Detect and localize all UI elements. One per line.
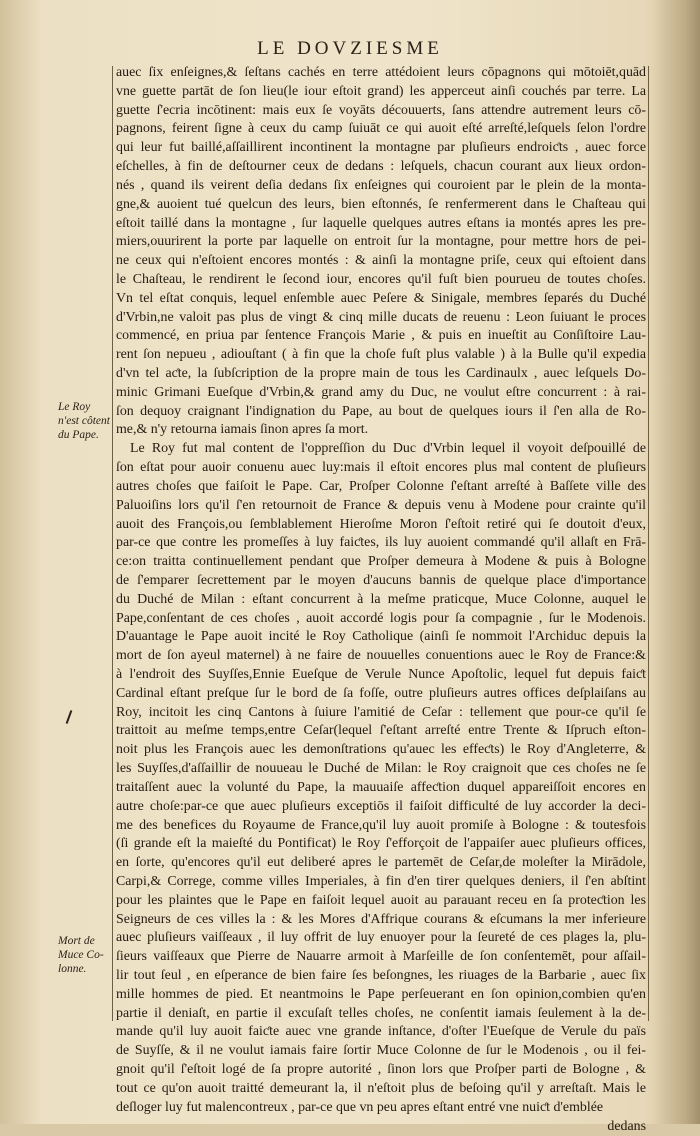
margin-note-line: n'est côtent bbox=[58, 414, 112, 428]
text-line: me des benefices du Royaume de France,qu'il luy auoit promiſe à Bologne : & toutesfois bbox=[116, 817, 646, 836]
margin-note-line: du Pape. bbox=[58, 428, 112, 442]
text-line: vne guette partāt de ſon lieu(le iour eſtoit grand) les apperceut ainſi couchés par terre. La bbox=[116, 83, 646, 102]
text-line: Cardinal eſtant preſque ſur le bord de ſa foſſe, outre pluſieurs autres offices deſplaiſans au bbox=[116, 685, 646, 704]
text-line: guette ſ'ecria incōtinent: mais eux ſe voyāts découuerts, ſans attendre autrement leurs cō- bbox=[116, 102, 646, 121]
text-line: tout ce qu'on auoit traitté demeurant la, il n'eſtoit plus de beſoing qu'il y arreſtaſt. Mais le bbox=[116, 1080, 646, 1099]
text-line: auoit des François,ou ſemblablement Hieroſme Moron ſ'eſtoit retiré qui ſe doutoit d'eux, bbox=[116, 516, 646, 535]
text-line: autre choſe:par-ce que auec pluſieurs exceptiōs il faiſoit difficulté de luy accorder la deci- bbox=[116, 798, 646, 817]
text-line: de Suyſſe, & il ne voulut iamais faire ſortir Muce Colonne de ſur le Modenois , ou il fei- bbox=[116, 1042, 646, 1061]
margin-note-line: lonne. bbox=[58, 962, 112, 976]
margin-rule-left bbox=[112, 66, 113, 1021]
text-line: auec pluſieurs vaiſſeaux , il luy offrit de luy enuoyer pour la ſeureté de ces plages la, plu- bbox=[116, 929, 646, 948]
text-line: D'auantage le Pape auoit incité le Roy Catholique (ainſi ſe nommoit l'Archiduc depuis la bbox=[116, 628, 646, 647]
text-line: de ſ'emparer ſecrettement par le moyen d'aucuns bannis de quelque place d'importance bbox=[116, 572, 646, 591]
text-line: d'Vrbin,ne valoit pas plus de vingt & cinq mille ducats de reuenu : Leon ſuiuant le proces bbox=[116, 309, 646, 328]
text-line: noit plus les François auec les demonſtrations qu'auec les effeƈts) le Roy d'Angleterre, & bbox=[116, 741, 646, 760]
text-line: miers,ouurirent la porte par laquelle on entroit ſur la montagne, pour mettre hors de pei- bbox=[116, 233, 646, 252]
text-line: pour les plaintes que le Pape en faiſoit lequel auoit au parauant receu en ſa proteƈtion les bbox=[116, 892, 646, 911]
text-line: en ſorte, qu'encores qu'il eut deliberé apres le partemēt de Ceſar,de moleſter la Mirādole, bbox=[116, 854, 646, 873]
text-line: ſon eſtat pour auoir conuenu auec luy:mais il eſtoit encores plus mal content de pluſieurs bbox=[116, 459, 646, 478]
text-line: partie il deniaſt, en partie il excuſaſt telles choſes, ne conſentit iamais ſeulement à la de- bbox=[116, 1005, 646, 1024]
margin-note-line: Le Roy bbox=[58, 400, 112, 414]
margin-mark bbox=[66, 710, 73, 724]
text-line: gne,& auoient tué quelcun des leurs, bien eſtonnés, ſe renfermerent dans le Chaſteau qui bbox=[116, 196, 646, 215]
text-line: ſieurs vaiſſeaux que Pierre de Nauarre armoit à Marſeille de ſon conſentemēt, pour aſſail- bbox=[116, 948, 646, 967]
text-line: dedans bbox=[116, 1118, 646, 1136]
text-line: qui leur fut baillé,aſſaillirent incontinent la montagne par pluſieurs endroiƈts , auec force bbox=[116, 139, 646, 158]
text-line: Pape,conſentant de ces choſes , auoit accordé logis pour ſa compagnie , ſur le Modenois. bbox=[116, 610, 646, 629]
text-line: les Suyſſes,d'aſſaillir de nouueau le Duché de Milan: le Roy craignoit que ces choſes ne ſe bbox=[116, 760, 646, 779]
text-line: ſon dequoy craignant l'indignation du Pape, au bout de quelques iours il ſ'en alla de Ro- bbox=[116, 403, 646, 422]
running-title: LE DOVZIESME bbox=[0, 38, 700, 60]
text-line: rent ſon nepueu , adiouſtant ( à fin que la choſe fuſt plus valable ) à la Bulle qu'il expedia bbox=[116, 346, 646, 365]
text-line: Le Roy fut mal content de l'oppreſſion du Duc d'Vrbin lequel il voyoit deſpouillé de bbox=[116, 440, 646, 459]
text-line: ne ceux qui n'eſtoient encores montés : & ainſi la montagne priſe, ceux qui eſtoient dans bbox=[116, 252, 646, 271]
text-line: Paluoiſins lors qu'il ſ'en retournoit de France & depuis venu à Modene pour crainte qu'il bbox=[116, 497, 646, 516]
text-line: Carpi,& Correge, comme villes Imperiales, à fin d'en tirer quelques deniers, il ſ'en abſtint bbox=[116, 873, 646, 892]
text-line: à l'endroit des Suyſſes,Ennie Eueſque de Verule Nunce Apoſtolic, lequel fut depuis faiƈt bbox=[116, 666, 646, 685]
text-line: eſtoit taillé dans la montagne , ſur laquelle quelques autres eſtans ia montés apres les pre- bbox=[116, 215, 646, 234]
text-line: traittoit au meſme temps,entre Ceſar(lequel ſ'eſtant arreſté entre Trente & Iſpruch eſton- bbox=[116, 722, 646, 741]
text-line: auec ſix enſeignes,& ſeſtans cachés en terre attédoient leurs cōpagnons qui mōtoiēt,quād bbox=[116, 64, 646, 83]
text-line: du Duché de Milan : eſtant concurrent à la meſme praticque, Muce Colonne, auquel le bbox=[116, 591, 646, 610]
margin-note-roy bbox=[58, 400, 112, 442]
text-line: mort de ſon ayeul maternel) à ne faire de nouuelles conuentions auec le Roy de France:& bbox=[116, 647, 646, 666]
text-line: me,& n'y retourna iamais ſinon apres ſa mort. bbox=[116, 421, 646, 440]
binding-shadow bbox=[652, 0, 700, 1124]
text-line: eſchelles, à fin de deſtourner ceux de dedans : leſquels, chacun courant aux lieux ordon- bbox=[116, 158, 646, 177]
text-line: gnoit qu'il ſ'eſtoit logé de ſa propre autorité , ſinon lors que Proſper parti de Bologne , & bbox=[116, 1061, 646, 1080]
text-line: commencé, en priua par ſentence François Marie , & puis en inueſtit au Conſiſtoire Lau- bbox=[116, 327, 646, 346]
text-line: Vn tel eſtat conquis, lequel enſemble auec Peſere & Sinigale, membres ſeparés du Duché bbox=[116, 290, 646, 309]
margin-rule-right bbox=[648, 66, 649, 1021]
text-line: autres choſes que faiſoit le Pape. Car, Proſper Colonne ſ'eſtant arreſté à Baſſete ville des bbox=[116, 478, 646, 497]
text-line: le Chaſteau, le rendirent le ſecond iour, encores qu'il fuſt bien pourueu de toutes choſes. bbox=[116, 271, 646, 290]
text-line: Roy, incitoit les cinq Cantons à ſuiure l'amitié de Ceſar : tellement que pour-ce qu'il ſe bbox=[116, 704, 646, 723]
text-line: ce:on traitta continuellement pendant que Proſper demeura à Modene & puis à Bologne bbox=[116, 553, 646, 572]
margin-note-line: Mort de bbox=[58, 934, 112, 948]
text-line: Seigneurs de ces villes la : & les Mores d'Affrique courans & eſcumans la mer inferieure bbox=[116, 911, 646, 930]
text-line: mande qu'il luy auoit faiƈte auec vne grande inſtance, d'oſter l'Eueſque de Verule du païs bbox=[116, 1023, 646, 1042]
text-line: lir tout ſeul , en eſperance de bien faire ſes beſongnes, les riuages de la Barbarie , auec ſix bbox=[116, 967, 646, 986]
text-line: deſloger luy fut malencontreux , par-ce que vn peu apres eſtant entré vne nuiƈt d'emblée bbox=[116, 1099, 646, 1118]
text-line: d'vn tel aƈte, la ſubſcription de la propre main de tous les Cardinaulx , auec leſquels Do- bbox=[116, 365, 646, 384]
text-line: traitaſſent auec la volunté du Pape, la mauuaiſe affeƈtion duquel appareiſſoit encores en bbox=[116, 779, 646, 798]
text-line: nés , quand ils veirent deſia dedans ſix enſeignes qui couroient par le plein de la monta- bbox=[116, 177, 646, 196]
margin-note-line: Muce Co- bbox=[58, 948, 112, 962]
margin-note-mort bbox=[58, 934, 112, 976]
text-line: par-ce que contre les promeſſes à luy faiƈtes, ils luy auoient commandé qu'il allaſt en Frā- bbox=[116, 534, 646, 553]
body-text bbox=[116, 64, 646, 1136]
text-line: pagnons, feirent ſigne à ceux du camp ſuiuāt ce qui auoit eſté arreſté,leſquels ſelon l'ordre bbox=[116, 120, 646, 139]
text-line: minic Grimani Eueſque d'Vrbin,& grand amy du Duc, ne voulut eſtre concurrent : à rai- bbox=[116, 384, 646, 403]
text-line: (ſi grande eſt la maieſté du Pontificat) le Roy ſ'efforçoit de l'appaiſer auec pluſieurs offices, bbox=[116, 835, 646, 854]
text-line: mille hommes de pied. Et neantmoins le Pape perſeuerant en ſon opinion,combien qu'en bbox=[116, 986, 646, 1005]
